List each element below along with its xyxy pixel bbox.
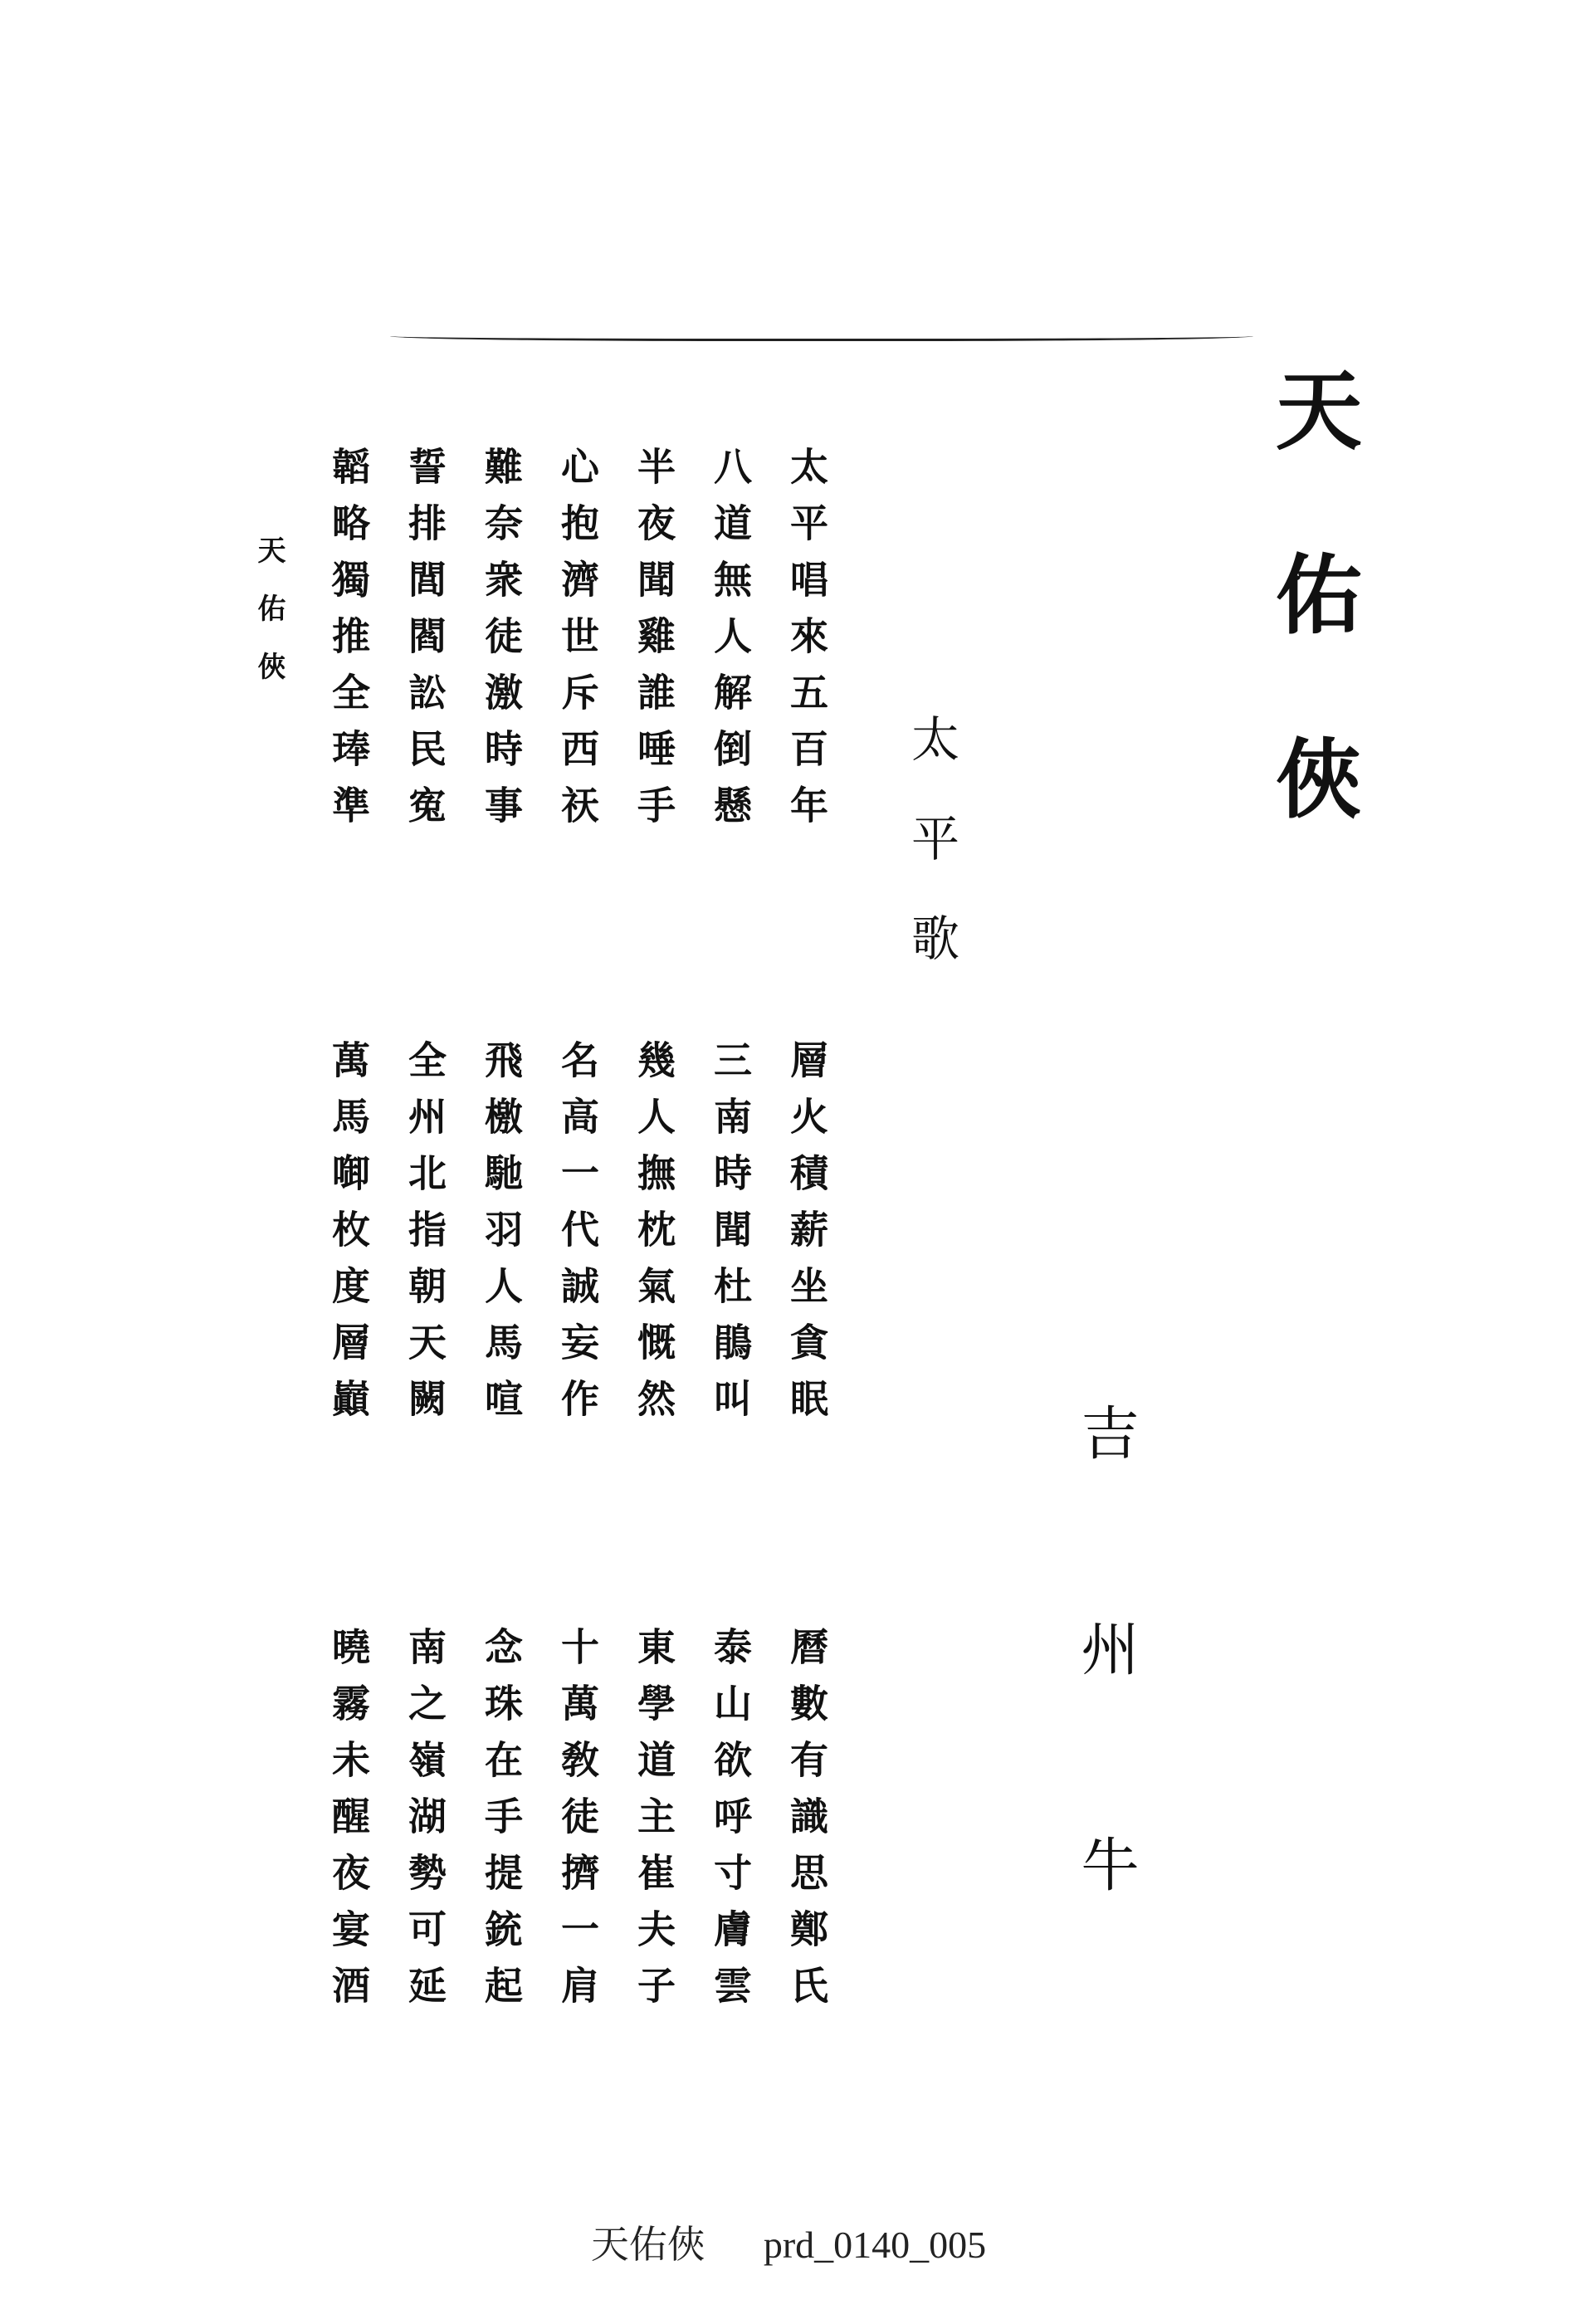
poem-line: 泰山欲呼寸膚雲 [708, 1627, 753, 2022]
poem-line: 全州北指朝天闕 [403, 1040, 447, 1435]
poem-line: 幾人撫枕氣慨然 [632, 1040, 676, 1435]
stanza-3 [325, 1627, 834, 2022]
header-rule [390, 329, 1253, 341]
poem-line: 層火積薪坐貪眠 [784, 1040, 829, 1435]
running-head: 天佑俠 [252, 535, 286, 710]
poem-line: 曆數有識思鄭氏 [784, 1627, 829, 2022]
poem-line: 難奈衆徒激時事 [479, 447, 524, 842]
poem-line: 十萬敎徒擠一肩 [555, 1627, 600, 2022]
poem-line: 飛檄馳羽人馬喧 [479, 1040, 524, 1435]
poem-line: 半夜聞雞誰唾手 [632, 447, 676, 842]
journal-title: 天佑俠 [1261, 365, 1362, 918]
poem-line: 名高一代誠妄作 [555, 1040, 600, 1435]
footer-page-id: prd_0140_005 [763, 2224, 987, 2266]
poem-line: 太平唱來五百年 [784, 447, 829, 842]
stanza-1 [325, 447, 834, 842]
poem-line: 曉霧未醒夜宴酒 [326, 1627, 371, 2022]
footer-title: 天佑俠 [590, 2224, 706, 2266]
poem-line: 南之嶺湖勢可延 [403, 1627, 447, 2022]
stanza-2 [325, 1040, 834, 1435]
poem-line: 心抱濟世斥西祆 [555, 447, 600, 842]
poem-line: 東學道主崔夫子 [632, 1627, 676, 2022]
poem-line: 萬馬啣枚度層巓 [326, 1040, 371, 1435]
poem-line: 三南時聞杜鵑叫 [708, 1040, 753, 1435]
poem-line: 誓排閭閻訟民寃 [403, 447, 447, 842]
author-name: 吉州牛 [1072, 1403, 1140, 2050]
poem-line: 念珠在手提銃起 [479, 1627, 524, 2022]
page-footer [0, 2214, 1577, 2269]
poem-line: 八道無人解倒懸 [708, 447, 753, 842]
poem-line: 韜略獨推全琫準 [326, 447, 371, 842]
poem-title: 太平歌 [903, 714, 959, 1013]
